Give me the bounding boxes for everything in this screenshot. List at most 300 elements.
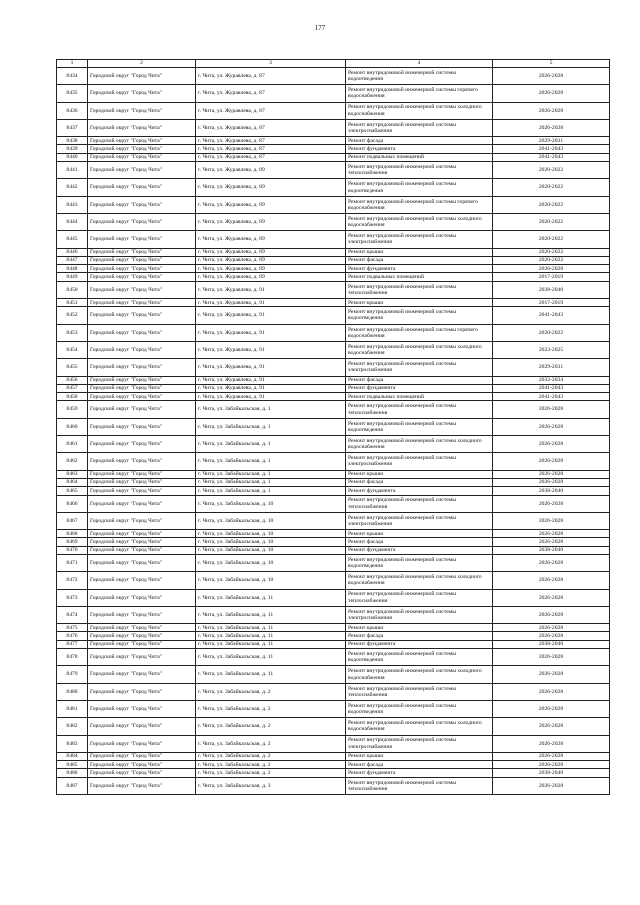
table-row xyxy=(57,735,610,752)
address-cell: г. Чита, ул. Журавлева, д. 87 xyxy=(196,85,346,102)
row-number-cell: 8483 xyxy=(57,735,88,752)
period-cell: 2026-2028 xyxy=(493,649,610,666)
address-cell: г. Чита, ул. Забайкальская, д. 2 xyxy=(196,752,346,760)
work-type-cell: Ремонт внутридомовой инженерной системы водоотведения xyxy=(346,649,493,666)
table-row xyxy=(57,102,610,119)
work-type-cell: Ремонт внутридомовой инженерной системы электроснабжения xyxy=(346,359,493,376)
work-type-cell: Ремонт внутридомовой инженерной системы теплоснабжения xyxy=(346,281,493,298)
period-cell: 2026-2028 xyxy=(493,666,610,683)
work-type-cell: Ремонт внутридомовой инженерной системы электроснабжения xyxy=(346,512,493,529)
address-cell: г. Чита, ул. Журавлева, д. 89 xyxy=(196,196,346,213)
municipality-cell: Городской округ "Город Чита" xyxy=(88,683,196,700)
work-type-cell: Ремонт внутридомовой инженерной системы холодного водоснабжения xyxy=(346,436,493,453)
row-number-cell: 8448 xyxy=(57,265,88,273)
municipality-cell: Городской округ "Город Чита" xyxy=(88,589,196,606)
period-cell: 2026-2028 xyxy=(493,119,610,136)
work-type-cell: Ремонт крыши xyxy=(346,624,493,632)
table-row xyxy=(57,384,610,392)
municipality-cell: Городской округ "Город Чита" xyxy=(88,538,196,546)
table-body xyxy=(57,60,610,795)
row-number-cell: 8443 xyxy=(57,196,88,213)
municipality-cell: Городской округ "Город Чита" xyxy=(88,666,196,683)
period-cell: 2026-2028 xyxy=(493,68,610,85)
address-cell: г. Чита, ул. Журавлева, д. 89 xyxy=(196,231,346,248)
municipality-cell: Городской округ "Город Чита" xyxy=(88,299,196,307)
municipality-cell: Городской округ "Город Чита" xyxy=(88,777,196,794)
table-row xyxy=(57,436,610,453)
municipality-cell: Городской округ "Город Чита" xyxy=(88,478,196,486)
row-number-cell: 8444 xyxy=(57,213,88,230)
address-cell: г. Чита, ул. Журавлева, д. 89 xyxy=(196,265,346,273)
municipality-cell: Городской округ "Город Чита" xyxy=(88,119,196,136)
address-cell: г. Чита, ул. Журавлева, д. 89 xyxy=(196,256,346,264)
period-cell: 2020-2022 xyxy=(493,196,610,213)
table-row xyxy=(57,418,610,435)
row-number-cell: 8487 xyxy=(57,777,88,794)
row-number-cell: 8476 xyxy=(57,632,88,640)
table-row xyxy=(57,231,610,248)
work-type-cell: Ремонт внутридомовой инженерной системы теплоснабжения xyxy=(346,495,493,512)
address-cell: г. Чита, ул. Забайкальская, д. 10 xyxy=(196,538,346,546)
table-row xyxy=(57,554,610,571)
municipality-cell: Городской округ "Город Чита" xyxy=(88,145,196,153)
repair-schedule-table xyxy=(56,59,610,795)
work-type-cell: Ремонт внутридомовой инженерной системы водоотведения xyxy=(346,307,493,324)
municipality-cell: Городской округ "Город Чита" xyxy=(88,179,196,196)
work-type-cell: Ремонт подвальных помещений xyxy=(346,273,493,281)
period-cell: 2017-2019 xyxy=(493,273,610,281)
work-type-cell: Ремонт фасада xyxy=(346,761,493,769)
municipality-cell: Городской округ "Город Чита" xyxy=(88,761,196,769)
municipality-cell: Городской округ "Город Чита" xyxy=(88,137,196,145)
municipality-cell: Городской округ "Город Чита" xyxy=(88,162,196,179)
period-cell: 2038-2040 xyxy=(493,281,610,298)
row-number-cell: 8471 xyxy=(57,554,88,571)
period-cell: 2029-2031 xyxy=(493,137,610,145)
period-cell: 2020-2022 xyxy=(493,256,610,264)
table-row xyxy=(57,341,610,358)
period-cell: 2026-2028 xyxy=(493,632,610,640)
period-cell: 2038-2040 xyxy=(493,487,610,495)
work-type-cell: Ремонт фундамента xyxy=(346,769,493,777)
address-cell: г. Чита, ул. Забайкальская, д. 2 xyxy=(196,761,346,769)
work-type-cell: Ремонт внутридомовой инженерной системы холодного водоснабжения xyxy=(346,718,493,735)
municipality-cell: Городской округ "Город Чита" xyxy=(88,572,196,589)
table-row xyxy=(57,649,610,666)
table-row xyxy=(57,196,610,213)
row-number-cell: 8467 xyxy=(57,512,88,529)
address-cell: г. Чита, ул. Забайкальская, д. 11 xyxy=(196,589,346,606)
row-number-cell: 8453 xyxy=(57,324,88,341)
municipality-cell: Городской округ "Город Чита" xyxy=(88,718,196,735)
address-cell: г. Чита, ул. Журавлева, д. 89 xyxy=(196,273,346,281)
period-cell: 2020-2022 xyxy=(493,248,610,256)
row-number-cell: 8449 xyxy=(57,273,88,281)
work-type-cell: Ремонт внутридомовой инженерной системы холодного водоснабжения xyxy=(346,341,493,358)
work-type-cell: Ремонт внутридомовой инженерной системы горячего водоснабжения xyxy=(346,85,493,102)
work-type-cell: Ремонт фасада xyxy=(346,538,493,546)
work-type-cell: Ремонт крыши xyxy=(346,752,493,760)
row-number-cell: 8485 xyxy=(57,761,88,769)
row-number-cell: 8458 xyxy=(57,393,88,401)
municipality-cell: Городской округ "Город Чита" xyxy=(88,248,196,256)
row-number-cell: 8466 xyxy=(57,495,88,512)
municipality-cell: Городской округ "Город Чита" xyxy=(88,281,196,298)
work-type-cell: Ремонт внутридомовой инженерной системы холодного водоснабжения xyxy=(346,102,493,119)
municipality-cell: Городской округ "Город Чита" xyxy=(88,735,196,752)
address-cell: г. Чита, ул. Забайкальская, д. 11 xyxy=(196,666,346,683)
work-type-cell: Ремонт подвальных помещений xyxy=(346,393,493,401)
period-cell: 2026-2028 xyxy=(493,470,610,478)
period-cell: 2023-2025 xyxy=(493,341,610,358)
address-cell: г. Чита, ул. Журавлева, д. 87 xyxy=(196,137,346,145)
address-cell: г. Чита, ул. Журавлева, д. 87 xyxy=(196,153,346,161)
work-type-cell: Ремонт внутридомовой инженерной системы теплоснабжения xyxy=(346,401,493,418)
period-cell: 2026-2028 xyxy=(493,761,610,769)
table-row xyxy=(57,324,610,341)
period-cell: 2041-2043 xyxy=(493,145,610,153)
table-row xyxy=(57,299,610,307)
period-cell: 2041-2043 xyxy=(493,153,610,161)
work-type-cell: Ремонт внутридомовой инженерной системы электроснабжения xyxy=(346,606,493,623)
row-number-cell: 8446 xyxy=(57,248,88,256)
address-cell: г. Чита, ул. Журавлева, д. 87 xyxy=(196,102,346,119)
address-cell: г. Чита, ул. Забайкальская, д. 1 xyxy=(196,470,346,478)
municipality-cell: Городской округ "Город Чита" xyxy=(88,512,196,529)
table-row xyxy=(57,145,610,153)
period-cell: 2026-2028 xyxy=(493,453,610,470)
row-number-cell: 8450 xyxy=(57,281,88,298)
table-row xyxy=(57,453,610,470)
address-cell: г. Чита, ул. Забайкальская, д. 11 xyxy=(196,606,346,623)
row-number-cell: 8465 xyxy=(57,487,88,495)
municipality-cell: Городской округ "Город Чита" xyxy=(88,307,196,324)
period-cell: 2026-2028 xyxy=(493,102,610,119)
work-type-cell: Ремонт внутридомовой инженерной системы электроснабжения xyxy=(346,231,493,248)
work-type-cell: Ремонт внутридомовой инженерной системы теплоснабжения xyxy=(346,162,493,179)
row-number-cell: 8480 xyxy=(57,683,88,700)
period-cell: 2026-2028 xyxy=(493,265,610,273)
period-cell: 2041-2043 xyxy=(493,307,610,324)
address-cell: г. Чита, ул. Журавлева, д. 91 xyxy=(196,307,346,324)
table-row xyxy=(57,256,610,264)
table-row xyxy=(57,640,610,648)
row-number-cell: 8469 xyxy=(57,538,88,546)
row-number-cell: 8461 xyxy=(57,436,88,453)
row-number-cell: 8454 xyxy=(57,341,88,358)
page-number: 177 xyxy=(314,24,326,32)
column-number-cell: 3 xyxy=(196,60,346,68)
table-row xyxy=(57,546,610,554)
table-row xyxy=(57,624,610,632)
period-cell: 2020-2022 xyxy=(493,231,610,248)
period-cell: 2020-2022 xyxy=(493,162,610,179)
row-number-cell: 8473 xyxy=(57,589,88,606)
row-number-cell: 8477 xyxy=(57,640,88,648)
period-cell: 2026-2028 xyxy=(493,624,610,632)
table-row xyxy=(57,487,610,495)
row-number-cell: 8457 xyxy=(57,384,88,392)
period-cell: 2026-2028 xyxy=(493,85,610,102)
table-row xyxy=(57,718,610,735)
address-cell: г. Чита, ул. Журавлева, д. 89 xyxy=(196,248,346,256)
table-row xyxy=(57,589,610,606)
address-cell: г. Чита, ул. Забайкальская, д. 1 xyxy=(196,418,346,435)
municipality-cell: Городской округ "Город Чита" xyxy=(88,530,196,538)
period-cell: 2020-2022 xyxy=(493,324,610,341)
period-cell: 2026-2028 xyxy=(493,538,610,546)
table-row xyxy=(57,683,610,700)
work-type-cell: Ремонт внутридомовой инженерной системы холодного водоснабжения xyxy=(346,666,493,683)
table-row xyxy=(57,752,610,760)
row-number-cell: 8463 xyxy=(57,470,88,478)
municipality-cell: Городской округ "Город Чита" xyxy=(88,376,196,384)
address-cell: г. Чита, ул. Журавлева, д. 87 xyxy=(196,119,346,136)
period-cell: 2026-2028 xyxy=(493,478,610,486)
work-type-cell: Ремонт внутридомовой инженерной системы водоотведения xyxy=(346,179,493,196)
municipality-cell: Городской округ "Город Чита" xyxy=(88,153,196,161)
work-type-cell: Ремонт фундамента xyxy=(346,487,493,495)
table-row xyxy=(57,119,610,136)
address-cell: г. Чита, ул. Забайкальская, д. 2 xyxy=(196,718,346,735)
work-type-cell: Ремонт внутридомовой инженерной системы электроснабжения xyxy=(346,453,493,470)
address-cell: г. Чита, ул. Забайкальская, д. 11 xyxy=(196,624,346,632)
address-cell: г. Чита, ул. Забайкальская, д. 1 xyxy=(196,478,346,486)
municipality-cell: Городской округ "Город Чита" xyxy=(88,436,196,453)
row-number-cell: 8472 xyxy=(57,572,88,589)
row-number-cell: 8451 xyxy=(57,299,88,307)
address-cell: г. Чита, ул. Забайкальская, д. 2 xyxy=(196,769,346,777)
municipality-cell: Городской округ "Город Чита" xyxy=(88,418,196,435)
work-type-cell: Ремонт внутридомовой инженерной системы холодного водоснабжения xyxy=(346,213,493,230)
row-number-cell: 8441 xyxy=(57,162,88,179)
period-cell: 2026-2028 xyxy=(493,735,610,752)
row-number-cell: 8460 xyxy=(57,418,88,435)
address-cell: г. Чита, ул. Забайкальская, д. 10 xyxy=(196,572,346,589)
period-cell: 2026-2028 xyxy=(493,436,610,453)
column-number-cell: 1 xyxy=(57,60,88,68)
table-row xyxy=(57,393,610,401)
municipality-cell: Городской округ "Город Чита" xyxy=(88,273,196,281)
table-row xyxy=(57,162,610,179)
row-number-cell: 8447 xyxy=(57,256,88,264)
address-cell: г. Чита, ул. Забайкальская, д. 11 xyxy=(196,640,346,648)
address-cell: г. Чита, ул. Забайкальская, д. 1 xyxy=(196,453,346,470)
table-row xyxy=(57,478,610,486)
municipality-cell: Городской округ "Город Чита" xyxy=(88,752,196,760)
municipality-cell: Городской округ "Город Чита" xyxy=(88,487,196,495)
table-row xyxy=(57,401,610,418)
address-cell: г. Чита, ул. Журавлева, д. 89 xyxy=(196,162,346,179)
period-cell: 2026-2028 xyxy=(493,512,610,529)
table-row xyxy=(57,777,610,794)
row-number-cell: 8436 xyxy=(57,102,88,119)
address-cell: г. Чита, ул. Журавлева, д. 87 xyxy=(196,68,346,85)
work-type-cell: Ремонт внутридомовой инженерной системы теплоснабжения xyxy=(346,777,493,794)
work-type-cell: Ремонт внутридомовой инженерной системы горячего водоснабжения xyxy=(346,196,493,213)
address-cell: г. Чита, ул. Журавлева, д. 91 xyxy=(196,299,346,307)
table-row xyxy=(57,281,610,298)
table-row xyxy=(57,307,610,324)
column-number-cell: 2 xyxy=(88,60,196,68)
period-cell: 2038-2040 xyxy=(493,769,610,777)
period-cell: 2020-2022 xyxy=(493,213,610,230)
table-row xyxy=(57,700,610,717)
work-type-cell: Ремонт внутридомовой инженерной системы водоотведения xyxy=(346,700,493,717)
period-cell: 2020-2022 xyxy=(493,179,610,196)
address-cell: г. Чита, ул. Забайкальская, д. 1 xyxy=(196,487,346,495)
table-row xyxy=(57,213,610,230)
row-number-cell: 8478 xyxy=(57,649,88,666)
row-number-cell: 8481 xyxy=(57,700,88,717)
work-type-cell: Ремонт крыши xyxy=(346,470,493,478)
address-cell: г. Чита, ул. Журавлева, д. 91 xyxy=(196,393,346,401)
municipality-cell: Городской округ "Город Чита" xyxy=(88,68,196,85)
work-type-cell: Ремонт фасада xyxy=(346,376,493,384)
column-number-cell: 5 xyxy=(493,60,610,68)
table-row xyxy=(57,606,610,623)
municipality-cell: Городской округ "Город Чита" xyxy=(88,606,196,623)
table-row xyxy=(57,248,610,256)
address-cell: г. Чита, ул. Забайкальская, д. 1 xyxy=(196,436,346,453)
row-number-cell: 8462 xyxy=(57,453,88,470)
work-type-cell: Ремонт внутридомовой инженерной системы теплоснабжения xyxy=(346,683,493,700)
row-number-cell: 8455 xyxy=(57,359,88,376)
period-cell: 2038-2040 xyxy=(493,640,610,648)
work-type-cell: Ремонт крыши xyxy=(346,248,493,256)
address-cell: г. Чита, ул. Забайкальская, д. 10 xyxy=(196,512,346,529)
table-row xyxy=(57,666,610,683)
period-cell: 2026-2028 xyxy=(493,718,610,735)
work-type-cell: Ремонт внутридомовой инженерной системы водоотведения xyxy=(346,554,493,571)
municipality-cell: Городской округ "Город Чита" xyxy=(88,85,196,102)
row-number-cell: 8464 xyxy=(57,478,88,486)
table-row xyxy=(57,495,610,512)
municipality-cell: Городской округ "Город Чита" xyxy=(88,495,196,512)
work-type-cell: Ремонт внутридомовой инженерной системы электроснабжения xyxy=(346,735,493,752)
work-type-cell: Ремонт фасада xyxy=(346,478,493,486)
row-number-cell: 8440 xyxy=(57,153,88,161)
period-cell: 2026-2028 xyxy=(493,418,610,435)
address-cell: г. Чита, ул. Журавлева, д. 91 xyxy=(196,341,346,358)
row-number-cell: 8435 xyxy=(57,85,88,102)
work-type-cell: Ремонт внутридомовой инженерной системы электроснабжения xyxy=(346,119,493,136)
work-type-cell: Ремонт фундамента xyxy=(346,265,493,273)
work-type-cell: Ремонт крыши xyxy=(346,299,493,307)
work-type-cell: Ремонт крыши xyxy=(346,530,493,538)
row-number-cell: 8452 xyxy=(57,307,88,324)
column-number-cell: 4 xyxy=(346,60,493,68)
period-cell: 2032-2034 xyxy=(493,376,610,384)
row-number-cell: 8468 xyxy=(57,530,88,538)
work-type-cell: Ремонт фасада xyxy=(346,137,493,145)
municipality-cell: Городской округ "Город Чита" xyxy=(88,554,196,571)
address-cell: г. Чита, ул. Забайкальская, д. 10 xyxy=(196,530,346,538)
table-row xyxy=(57,530,610,538)
table-row xyxy=(57,376,610,384)
municipality-cell: Городской округ "Город Чита" xyxy=(88,256,196,264)
row-number-cell: 8470 xyxy=(57,546,88,554)
municipality-cell: Городской округ "Город Чита" xyxy=(88,393,196,401)
row-number-cell: 8434 xyxy=(57,68,88,85)
address-cell: г. Чита, ул. Журавлева, д. 91 xyxy=(196,324,346,341)
table-row xyxy=(57,85,610,102)
address-cell: г. Чита, ул. Журавлева, д. 89 xyxy=(196,179,346,196)
table-row xyxy=(57,137,610,145)
table-row xyxy=(57,512,610,529)
work-type-cell: Ремонт фундамента xyxy=(346,145,493,153)
municipality-cell: Городской округ "Город Чита" xyxy=(88,324,196,341)
row-number-cell: 8439 xyxy=(57,145,88,153)
address-cell: г. Чита, ул. Забайкальская, д. 11 xyxy=(196,632,346,640)
table-row xyxy=(57,153,610,161)
table-row xyxy=(57,769,610,777)
row-number-cell: 8437 xyxy=(57,119,88,136)
address-cell: г. Чита, ул. Забайкальская, д. 10 xyxy=(196,495,346,512)
address-cell: г. Чита, ул. Забайкальская, д. 11 xyxy=(196,649,346,666)
table-row xyxy=(57,470,610,478)
period-cell: 2026-2028 xyxy=(493,606,610,623)
work-type-cell: Ремонт внутридомовой инженерной системы холодного водоснабжения xyxy=(346,572,493,589)
address-cell: г. Чита, ул. Забайкальская, д. 2 xyxy=(196,683,346,700)
period-cell: 2026-2028 xyxy=(493,401,610,418)
municipality-cell: Городской округ "Город Чита" xyxy=(88,102,196,119)
period-cell: 2026-2028 xyxy=(493,752,610,760)
municipality-cell: Городской округ "Город Чита" xyxy=(88,649,196,666)
work-type-cell: Ремонт внутридомовой инженерной системы водоотведения xyxy=(346,68,493,85)
work-type-cell: Ремонт фундамента xyxy=(346,384,493,392)
work-type-cell: Ремонт фасада xyxy=(346,256,493,264)
column-number-row xyxy=(57,60,610,68)
address-cell: г. Чита, ул. Забайкальская, д. 2 xyxy=(196,700,346,717)
municipality-cell: Городской округ "Город Чита" xyxy=(88,700,196,717)
period-cell: 2026-2028 xyxy=(493,777,610,794)
address-cell: г. Чита, ул. Забайкальская, д. 10 xyxy=(196,546,346,554)
address-cell: г. Чита, ул. Журавлева, д. 91 xyxy=(196,376,346,384)
period-cell: 2038-2040 xyxy=(493,546,610,554)
period-cell: 2026-2028 xyxy=(493,554,610,571)
period-cell: 2026-2028 xyxy=(493,495,610,512)
row-number-cell: 8486 xyxy=(57,769,88,777)
address-cell: г. Чита, ул. Забайкальская, д. 3 xyxy=(196,777,346,794)
municipality-cell: Городской округ "Город Чита" xyxy=(88,640,196,648)
row-number-cell: 8442 xyxy=(57,179,88,196)
row-number-cell: 8456 xyxy=(57,376,88,384)
municipality-cell: Городской округ "Город Чита" xyxy=(88,453,196,470)
table-row xyxy=(57,761,610,769)
work-type-cell: Ремонт внутридомовой инженерной системы горячего водоснабжения xyxy=(346,324,493,341)
municipality-cell: Городской округ "Город Чита" xyxy=(88,384,196,392)
period-cell: 2041-2043 xyxy=(493,393,610,401)
address-cell: г. Чита, ул. Забайкальская, д. 2 xyxy=(196,735,346,752)
municipality-cell: Городской округ "Город Чита" xyxy=(88,624,196,632)
address-cell: г. Чита, ул. Журавлева, д. 91 xyxy=(196,359,346,376)
municipality-cell: Городской округ "Город Чита" xyxy=(88,265,196,273)
table-row xyxy=(57,572,610,589)
table-row xyxy=(57,359,610,376)
row-number-cell: 8445 xyxy=(57,231,88,248)
row-number-cell: 8479 xyxy=(57,666,88,683)
work-type-cell: Ремонт фасада xyxy=(346,632,493,640)
row-number-cell: 8459 xyxy=(57,401,88,418)
address-cell: г. Чита, ул. Журавлева, д. 91 xyxy=(196,384,346,392)
period-cell: 2026-2028 xyxy=(493,530,610,538)
row-number-cell: 8482 xyxy=(57,718,88,735)
table-row xyxy=(57,265,610,273)
row-number-cell: 8475 xyxy=(57,624,88,632)
table-row xyxy=(57,179,610,196)
table-row xyxy=(57,632,610,640)
